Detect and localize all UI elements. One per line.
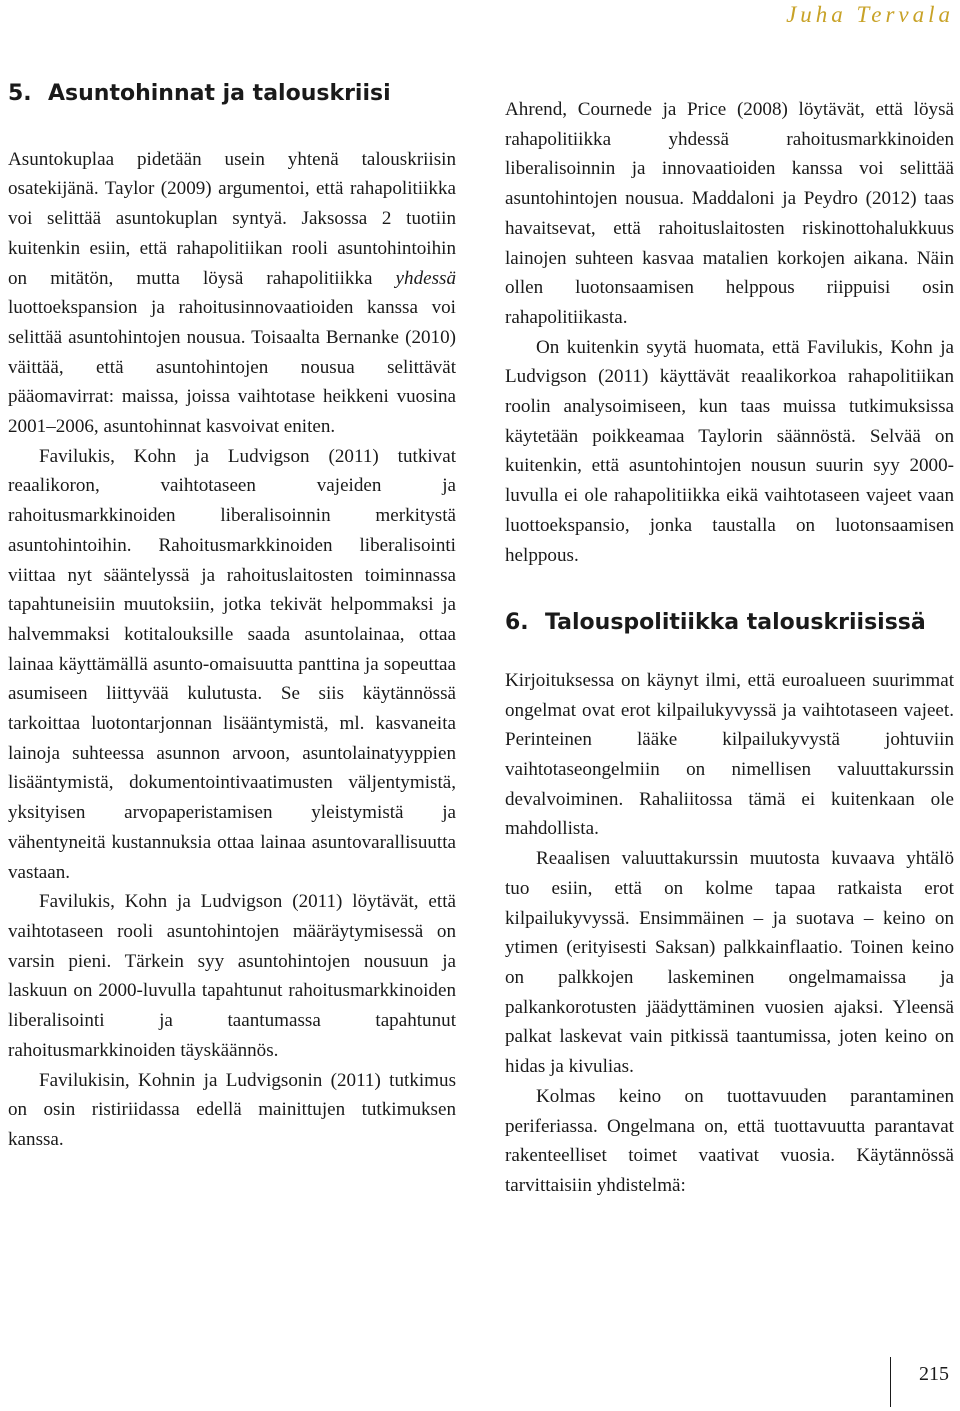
left-p1-emphasis: yhdessä	[395, 267, 456, 289]
section-6-title: Talouspolitiikka talouskriisissä	[545, 610, 926, 636]
right-column	[505, 0, 954, 1201]
left-p1-part-b: luottoekspansion ja rahoitusinnovaatioiden kanssa voi selittää asuntohintojen nousua. Toisaalta Bernanke (2010) väittää, että asuntohintojen nousua selittävät pääomavirrat: maissa, joissa vaihtotase heikkeni vuosina 2001–2006, asuntohinnat kasvoivat eniten.	[8, 297, 456, 438]
page-number: 215	[919, 1363, 949, 1385]
left-p1-part-a: Asuntokuplaa pidetään usein yhtenä talouskriisin osatekijänä. Taylor (2009) argumentoi, että rahapolitiikka voi selittää asuntokuplan syntyä. Jaksossa 2 tuotiin kuitenkin esiin, että rahapolitiikan rooli asuntohintoihin on mitätön, mutta löysä rahapolitiikka	[8, 148, 456, 289]
left-column	[8, 0, 456, 1155]
right-paragraph-4: Reaalisen valuuttakurssin muutosta kuvaava yhtälö tuo esiin, että on kolme tapaa ratkaista erot kilpailukyvyssä. Ensimmäinen – ja suotava – keino on ytimen (erityisesti Saksan) palkkainflaatio. Toinen keino on palkkojen laskeminen ongelmamaissa ja palkankorotusten jäädyttäminen vuosien ajaksi. Yleensä palkat laskevat vain pitkissä taantumissa, joten keino on hidas ja kivulias.	[505, 848, 954, 1078]
section-5-heading	[8, 79, 456, 109]
left-paragraph-4: Favilukisin, Kohnin ja Ludvigsonin (2011) tutkimus on osin ristiriidassa edellä mainittujen tutkimuksen kanssa.	[8, 1069, 456, 1150]
right-paragraph-1: Ahrend, Cournede ja Price (2008) löytävät, että löysä rahapolitiikka yhdessä rahoitusmarkkinoiden liberalisoinnin ja innovaatioiden kanssa voi selittää asuntohintojen nousua. Maddaloni ja Peydro (2012) taas havaitsevat, että rahoituslaitosten riskinottohalukkuus lainojen suhteen kasvaa matalien korkojen aikana. Näin ollen luotonsaamisen helppous riippuisi osin rahapolitiikasta.	[505, 99, 954, 328]
right-paragraph-5: Kolmas keino on tuottavuuden parantaminen periferiassa. Ongelmana on, että tuottavuutta parantavat rakenteelliset toimet vaativat vuosia. Käytännössä tarvittaisiin yhdistelmä:	[505, 1085, 954, 1196]
left-paragraph-2: Favilukis, Kohn ja Ludvigson (2011) tutkivat reaalikoron, vaihtotaseen vajeiden ja rahoitusmarkkinoiden liberalisoinnin merkitystä asuntohintoihin. Rahoitusmarkkinoiden liberalisointi viittaa nyt sääntelyssä ja rahoituslaitosten toiminnassa tapahtuneisiin muutoksiin, jotka tekivät helpommaksi ja halvemmaksi kotitalouksille saada asuntolainaa, ottaa lainaa käyttämällä asunto-omaisuutta panttina ja sopeuttaa asumiseen liittyvää kulutusta. Se siis käytännössä tarkoittaa luotontarjonnan lisääntymistä, ml. kasvaneita lainoja suhteessa asunnon arvoon, asuntolainatyyppien lisääntymistä, dokumentointivaatimusten väljentymistä, yksityisen arvopaperistamisen yleistymistä ja vähentyneitä kustannuksia ottaa lainaa asuntovarallisuutta vastaan.	[8, 445, 456, 883]
left-paragraph-1	[8, 145, 456, 442]
right-paragraph-2: On kuitenkin syytä huomata, että Favilukis, Kohn ja Ludvigson (2011) käyttävät reaalikorkoa rahapolitiikan roolin analysoimiseen, kun taas muissa tutkimuksissa käytetään poikkeamaa Taylorin säännöstä. Selvää on kuitenkin, että asuntohintojen nousun suurin syy 2000-luvulla ei ole rahapolitiikka eikä vaihtotaseen vajeet vaan luottoekspansio, jonka taustalla on luotonsaamisen helppous.	[505, 336, 954, 566]
page-number-rule	[890, 1357, 891, 1407]
section-6-number: 6.	[505, 610, 529, 636]
left-paragraph-3: Favilukis, Kohn ja Ludvigson (2011) löytävät, että vaihtotaseen rooli asuntohintojen määräytymisessä on varsin pieni. Tärkein syy asuntohintojen nousuun ja laskuun on 2000-luvulla tapahtunut rahoitusmarkkinoiden liberalisointi ja taantumassa tapahtunut rahoitusmarkkinoiden täyskäännös.	[8, 891, 456, 1061]
section-5-number: 5.	[8, 81, 32, 106]
right-paragraph-3: Kirjoituksessa on käynyt ilmi, että euroalueen suurimmat ongelmat ovat erot kilpailukyvyssä ja vaihtotaseen vajeet. Perinteinen lääke kilpailukyvystä johtuviin vaihtotaseongelmiin on nimellisen valuuttakurssin devalvoiminen. Rahaliitossa tämä ei kuitenkaan ole mahdollista.	[505, 669, 954, 840]
section-6-heading	[505, 608, 954, 638]
running-header-author: Juha Tervala	[786, 2, 954, 27]
section-5-title: Asuntohinnat ja talouskriisi	[48, 81, 391, 106]
